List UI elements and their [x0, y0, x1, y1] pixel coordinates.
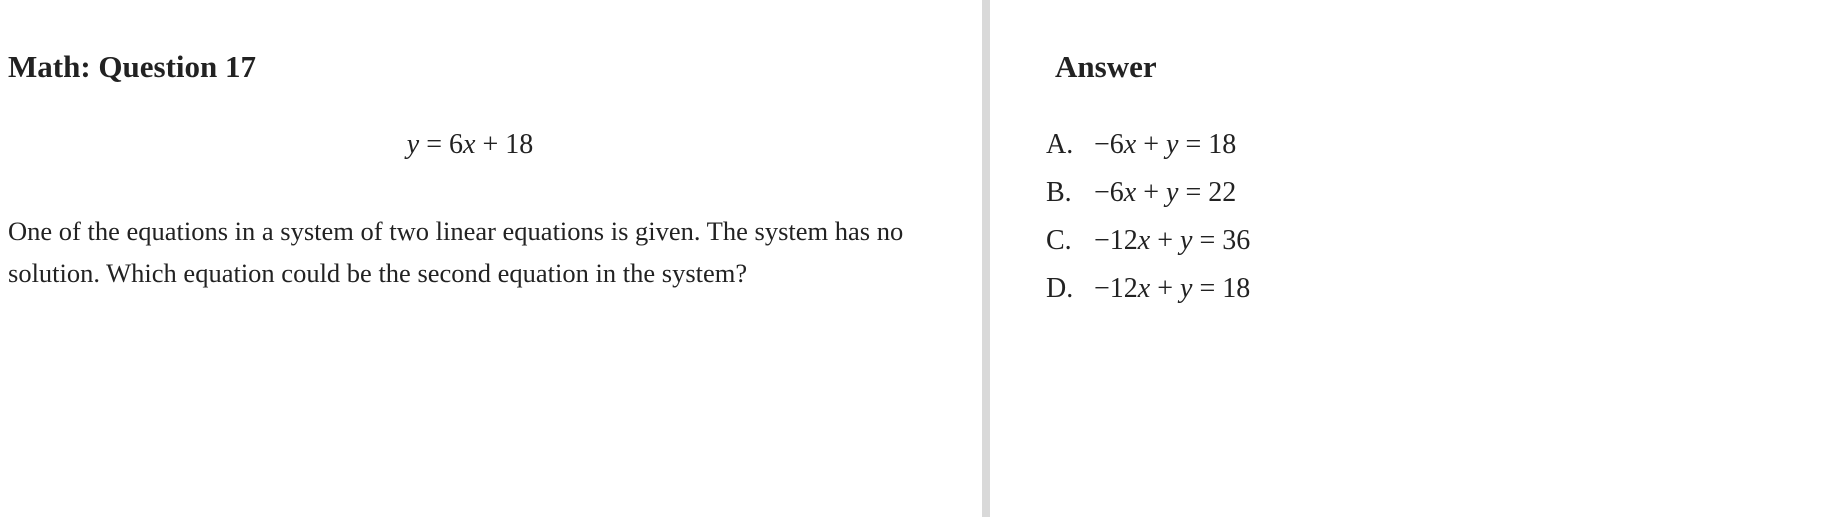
answer-choices — [1046, 128, 1250, 320]
answer-title: Answer — [1055, 49, 1157, 84]
choice-b[interactable] — [1046, 176, 1250, 224]
choice-coefficient: −12 — [1094, 273, 1138, 304]
choice-coefficient: −6 — [1094, 177, 1124, 208]
choice-variable-y: y — [1180, 273, 1193, 304]
choice-coefficient: −6 — [1094, 129, 1124, 160]
choice-variable-y: y — [1166, 177, 1179, 208]
choice-constant: = 18 — [1178, 129, 1237, 160]
equation-lhs-variable: y — [406, 129, 420, 160]
choice-plus: + — [1136, 129, 1167, 160]
equation-constant: + 18 — [475, 129, 534, 160]
choice-constant: = 22 — [1178, 177, 1237, 208]
choice-plus: + — [1150, 225, 1181, 256]
choice-constant: = 36 — [1192, 225, 1251, 256]
choice-plus: + — [1136, 177, 1167, 208]
pane-divider[interactable] — [982, 0, 990, 517]
choice-coefficient: −12 — [1094, 225, 1138, 256]
choice-constant: = 18 — [1192, 273, 1251, 304]
question-title: Math: Question 17 — [8, 49, 256, 84]
choice-equation — [1094, 272, 1250, 306]
choice-letter: C. — [1046, 225, 1072, 256]
choice-equation — [1094, 224, 1250, 258]
choice-variable-y: y — [1180, 225, 1193, 256]
question-text: One of the equations in a system of two linear equations is given. The system has no solution. Which equation could be the second equation in the system? — [8, 216, 904, 288]
choice-variable-x: x — [1123, 177, 1137, 208]
answer-pane — [990, 0, 1825, 517]
equation-equals: = — [419, 129, 449, 160]
choice-variable-x: x — [1137, 273, 1151, 304]
equation-variable: x — [463, 129, 476, 160]
choice-equation — [1094, 128, 1236, 162]
given-equation — [0, 128, 940, 162]
choice-plus: + — [1150, 273, 1181, 304]
choice-letter: D. — [1046, 273, 1074, 304]
choice-variable-x: x — [1137, 225, 1151, 256]
choice-letter: B. — [1046, 177, 1072, 208]
choice-variable-y: y — [1166, 129, 1179, 160]
choice-d[interactable] — [1046, 272, 1250, 320]
equation-coefficient: 6 — [449, 129, 463, 160]
choice-c[interactable] — [1046, 224, 1250, 272]
choice-variable-x: x — [1123, 129, 1137, 160]
choice-equation — [1094, 176, 1236, 210]
choice-a[interactable] — [1046, 128, 1250, 176]
choice-letter: A. — [1046, 129, 1074, 160]
